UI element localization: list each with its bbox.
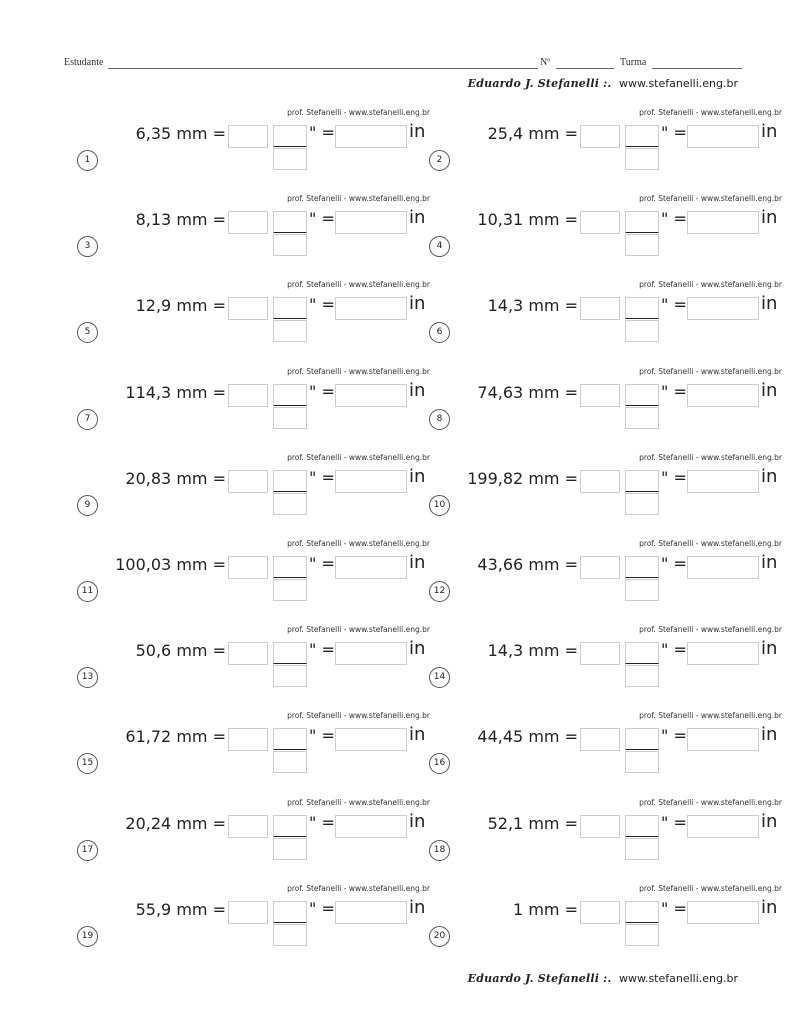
- mm-value-label: [136, 641, 226, 660]
- inch-quote-label: " =: [309, 467, 335, 487]
- inch-answer-box[interactable]: [335, 556, 407, 579]
- inch-answer-box[interactable]: [687, 815, 759, 838]
- credit-text: prof. Stefanelli - www.stefanelli.eng.br: [287, 366, 430, 376]
- mm-value-label: [125, 383, 226, 402]
- author-signature: Eduardo J. Stefanelli :.: [467, 972, 612, 985]
- fraction-denominator-box[interactable]: [273, 924, 307, 946]
- inch-answer-box[interactable]: [687, 384, 759, 407]
- fraction-numerator-box[interactable]: [625, 642, 659, 664]
- mm-value-label: [488, 296, 578, 315]
- exercise-item-10: [428, 453, 788, 533]
- inch-answer-box[interactable]: [687, 556, 759, 579]
- credit-text: prof. Stefanelli - www.stefanelli.eng.br: [639, 280, 782, 290]
- mm-unit: mm =: [528, 899, 578, 919]
- inch-answer-box[interactable]: [335, 125, 407, 148]
- mm-unit: mm =: [176, 555, 226, 574]
- inch-answer-box[interactable]: [687, 470, 759, 493]
- class-label: Turma: [620, 57, 647, 68]
- mm-value: 14,3: [487, 641, 524, 661]
- mm-value: 44,45: [477, 727, 524, 747]
- fraction-numerator-box[interactable]: [625, 470, 659, 492]
- exercise-number-badge: 17: [77, 840, 98, 861]
- fraction-denominator-box[interactable]: [273, 579, 307, 601]
- exercise-item-8: [428, 367, 788, 447]
- mm-unit: mm =: [528, 813, 578, 833]
- exercise-item-17: [76, 798, 436, 878]
- inch-unit-label: in: [761, 379, 778, 401]
- credit-text: prof. Stefanelli - www.stefanelli.eng.br: [639, 452, 782, 462]
- inch-quote-label: " =: [661, 898, 687, 918]
- inch-quote-label: " =: [309, 209, 335, 229]
- author-url: www.stefanelli.eng.br: [618, 77, 738, 90]
- inch-answer-box[interactable]: [687, 642, 759, 665]
- inch-unit-label: in: [409, 465, 426, 487]
- exercise-number-badge: 6: [429, 322, 450, 343]
- exercise-item-15: [76, 711, 436, 791]
- mm-unit: mm =: [176, 210, 226, 230]
- mm-value: 74,63: [477, 382, 524, 402]
- credit-text: prof. Stefanelli - www.stefanelli.eng.br: [287, 280, 430, 290]
- credit-text: prof. Stefanelli - www.stefanelli.eng.br: [287, 108, 430, 117]
- mm-value: 10,31: [477, 210, 524, 230]
- exercise-item-19: [76, 884, 436, 964]
- inch-unit-label: in: [409, 207, 426, 229]
- inch-unit-label: in: [761, 121, 778, 142]
- mm-value-label: [136, 210, 226, 229]
- fraction-numerator-box[interactable]: [625, 556, 659, 578]
- mm-value-label: [477, 727, 578, 746]
- mm-answer-box[interactable]: [580, 125, 620, 148]
- mm-value: 100,03: [115, 555, 172, 574]
- fraction-numerator-box[interactable]: [625, 728, 659, 750]
- mm-value: 20,83: [125, 468, 172, 488]
- mm-value: 25,4: [487, 124, 524, 143]
- inch-quote-label: " =: [309, 295, 335, 315]
- mm-value-label: [125, 469, 226, 488]
- mm-answer-box[interactable]: [228, 297, 268, 320]
- inch-quote-label: " =: [661, 554, 687, 573]
- credit-text: prof. Stefanelli - www.stefanelli.eng.br: [639, 711, 782, 721]
- inch-unit-label: in: [761, 724, 778, 746]
- fraction-denominator-box[interactable]: [273, 838, 307, 860]
- fraction-numerator-box[interactable]: [273, 297, 307, 319]
- fraction-numerator-box[interactable]: [273, 556, 307, 578]
- exercise-number-badge: 5: [77, 322, 98, 343]
- mm-unit: mm =: [528, 382, 578, 402]
- mm-value-label: [513, 900, 578, 919]
- credit-text: prof. Stefanelli - www.stefanelli.eng.br: [639, 194, 782, 204]
- mm-value-label: [488, 814, 578, 833]
- fraction-numerator-box[interactable]: [625, 901, 659, 923]
- exercise-number-badge: 7: [77, 409, 98, 430]
- mm-answer-box[interactable]: [580, 211, 620, 234]
- fraction-denominator-box[interactable]: [273, 148, 307, 170]
- mm-unit: mm =: [176, 124, 226, 143]
- mm-value-label: [467, 469, 578, 488]
- exercise-number-badge: 10: [429, 495, 450, 516]
- fraction-denominator-box[interactable]: [625, 148, 659, 170]
- mm-value: 43,66: [477, 555, 524, 574]
- fraction-denominator-box[interactable]: [625, 838, 659, 860]
- mm-unit: mm =: [176, 382, 226, 402]
- mm-value: 199,82: [467, 468, 524, 488]
- mm-value-label: [477, 383, 578, 402]
- mm-value-label: [136, 124, 226, 143]
- student-header: [64, 57, 744, 71]
- mm-answer-box[interactable]: [580, 901, 620, 924]
- exercise-number-badge: 1: [77, 150, 98, 171]
- exercise-number-badge: 8: [429, 409, 450, 430]
- inch-unit-label: in: [409, 896, 426, 918]
- fraction-numerator-box[interactable]: [273, 901, 307, 923]
- mm-unit: mm =: [528, 555, 578, 574]
- author-signature: Eduardo J. Stefanelli :.: [467, 77, 612, 90]
- credit-text: prof. Stefanelli - www.stefanelli.eng.br: [287, 883, 430, 893]
- mm-value-label: [477, 210, 578, 229]
- credit-text: prof. Stefanelli - www.stefanelli.eng.br: [287, 452, 430, 462]
- author-bottom: [468, 972, 738, 985]
- credit-text: prof. Stefanelli - www.stefanelli.eng.br: [639, 539, 782, 548]
- inch-unit-label: in: [761, 293, 778, 315]
- fraction-numerator-box[interactable]: [625, 211, 659, 233]
- fraction-denominator-box[interactable]: [273, 407, 307, 429]
- mm-unit: mm =: [176, 899, 226, 919]
- inch-unit-label: in: [409, 293, 426, 315]
- fraction-numerator-box[interactable]: [273, 642, 307, 664]
- mm-value: 1: [513, 899, 524, 919]
- credit-text: prof. Stefanelli - www.stefanelli.eng.br: [639, 883, 782, 893]
- exercise-item-20: [428, 884, 788, 964]
- mm-answer-box[interactable]: [228, 642, 268, 665]
- exercise-item-11: [76, 539, 436, 619]
- inch-quote-label: " =: [309, 812, 335, 832]
- credit-text: prof. Stefanelli - www.stefanelli.eng.br: [287, 797, 430, 807]
- mm-value: 55,9: [135, 899, 172, 919]
- mm-value-label: [136, 296, 226, 315]
- class-line[interactable]: [652, 68, 742, 69]
- fraction-numerator-box[interactable]: [625, 297, 659, 319]
- inch-answer-box[interactable]: [335, 470, 407, 493]
- mm-answer-box[interactable]: [228, 211, 268, 234]
- inch-quote-label: " =: [309, 726, 335, 746]
- fraction-denominator-box[interactable]: [625, 924, 659, 946]
- fraction-numerator-box[interactable]: [625, 125, 659, 147]
- inch-answer-box[interactable]: [335, 297, 407, 320]
- exercise-item-5: [76, 280, 436, 360]
- fraction-numerator-box[interactable]: [273, 384, 307, 406]
- mm-value: 14,3: [487, 296, 524, 316]
- exercise-item-2: [428, 108, 788, 188]
- exercise-item-18: [428, 798, 788, 878]
- exercise-item-14: [428, 625, 788, 705]
- exercise-number-badge: 13: [77, 667, 98, 688]
- fraction-denominator-box[interactable]: [273, 320, 307, 342]
- fraction-numerator-box[interactable]: [625, 815, 659, 837]
- mm-answer-box[interactable]: [580, 556, 620, 579]
- mm-unit: mm =: [176, 468, 226, 488]
- author-url: www.stefanelli.eng.br: [618, 972, 738, 985]
- mm-value: 114,3: [125, 382, 172, 402]
- inch-unit-label: in: [409, 379, 426, 401]
- mm-answer-box[interactable]: [228, 470, 268, 493]
- mm-value-label: [477, 555, 578, 574]
- mm-unit: mm =: [528, 210, 578, 230]
- inch-quote-label: " =: [309, 123, 335, 142]
- exercise-item-4: [428, 194, 788, 274]
- exercise-item-16: [428, 711, 788, 791]
- exercise-item-1: [76, 108, 436, 188]
- inch-unit-label: in: [409, 552, 426, 573]
- mm-unit: mm =: [528, 727, 578, 747]
- mm-unit: mm =: [176, 727, 226, 747]
- fraction-denominator-box[interactable]: [625, 407, 659, 429]
- mm-value-label: [488, 124, 578, 143]
- inch-answer-box[interactable]: [687, 901, 759, 924]
- fraction-numerator-box[interactable]: [273, 470, 307, 492]
- credit-text: prof. Stefanelli - www.stefanelli.eng.br: [287, 625, 430, 635]
- mm-value: 52,1: [487, 813, 524, 833]
- student-label: Estudante: [64, 57, 104, 68]
- exercise-number-badge: 20: [429, 926, 450, 947]
- exercise-number-badge: 14: [429, 667, 450, 688]
- mm-answer-box[interactable]: [580, 470, 620, 493]
- mm-answer-box[interactable]: [580, 815, 620, 838]
- mm-unit: mm =: [176, 641, 226, 661]
- exercise-number-badge: 15: [77, 753, 98, 774]
- inch-quote-label: " =: [661, 209, 687, 229]
- mm-answer-box[interactable]: [228, 728, 268, 751]
- fraction-denominator-box[interactable]: [625, 751, 659, 773]
- fraction-denominator-box[interactable]: [625, 234, 659, 256]
- inch-quote-label: " =: [661, 640, 687, 660]
- exercise-number-badge: 2: [429, 150, 450, 171]
- inch-unit-label: in: [761, 896, 778, 918]
- exercise-item-7: [76, 367, 436, 447]
- exercise-number-badge: 19: [77, 926, 98, 947]
- mm-value: 12,9: [135, 296, 172, 316]
- exercise-item-9: [76, 453, 436, 533]
- fraction-denominator-box[interactable]: [625, 665, 659, 687]
- mm-unit: mm =: [528, 124, 578, 143]
- inch-unit-label: in: [761, 810, 778, 832]
- credit-text: prof. Stefanelli - www.stefanelli.eng.br: [287, 539, 430, 548]
- mm-unit: mm =: [176, 813, 226, 833]
- exercise-number-badge: 9: [77, 495, 98, 516]
- inch-quote-label: " =: [661, 295, 687, 315]
- fraction-numerator-box[interactable]: [273, 728, 307, 750]
- mm-value-label: [125, 814, 226, 833]
- exercise-item-12: [428, 539, 788, 619]
- mm-value: 6,35: [135, 124, 172, 143]
- inch-unit-label: in: [409, 638, 426, 660]
- mm-answer-box[interactable]: [228, 901, 268, 924]
- fraction-denominator-box[interactable]: [273, 234, 307, 256]
- fraction-denominator-box[interactable]: [625, 579, 659, 601]
- fraction-numerator-box[interactable]: [625, 384, 659, 406]
- inch-unit-label: in: [409, 121, 426, 142]
- mm-value-label: [115, 555, 226, 574]
- exercise-number-badge: 16: [429, 753, 450, 774]
- inch-answer-box[interactable]: [335, 901, 407, 924]
- inch-answer-box[interactable]: [687, 125, 759, 148]
- mm-unit: mm =: [528, 468, 578, 488]
- inch-quote-label: " =: [661, 812, 687, 832]
- exercise-item-6: [428, 280, 788, 360]
- exercise-number-badge: 18: [429, 840, 450, 861]
- inch-answer-box[interactable]: [687, 211, 759, 234]
- inch-answer-box[interactable]: [335, 815, 407, 838]
- inch-quote-label: " =: [309, 554, 335, 573]
- mm-value: 50,6: [135, 641, 172, 661]
- inch-unit-label: in: [761, 207, 778, 229]
- fraction-numerator-box[interactable]: [273, 815, 307, 837]
- inch-answer-box[interactable]: [335, 642, 407, 665]
- fraction-denominator-box[interactable]: [273, 665, 307, 687]
- inch-unit-label: in: [761, 638, 778, 660]
- author-top: [468, 77, 738, 90]
- fraction-numerator-box[interactable]: [273, 125, 307, 147]
- exercise-item-13: [76, 625, 436, 705]
- inch-quote-label: " =: [661, 726, 687, 746]
- exercise-number-badge: 3: [77, 236, 98, 257]
- mm-value-label: [136, 900, 226, 919]
- credit-text: prof. Stefanelli - www.stefanelli.eng.br: [639, 366, 782, 376]
- inch-quote-label: " =: [661, 123, 687, 142]
- inch-quote-label: " =: [309, 640, 335, 660]
- student-name-line[interactable]: [108, 68, 538, 69]
- credit-text: prof. Stefanelli - www.stefanelli.eng.br: [287, 194, 430, 204]
- credit-text: prof. Stefanelli - www.stefanelli.eng.br: [639, 797, 782, 807]
- credit-text: prof. Stefanelli - www.stefanelli.eng.br: [287, 711, 430, 721]
- mm-unit: mm =: [528, 641, 578, 661]
- inch-unit-label: in: [761, 465, 778, 487]
- number-line[interactable]: [556, 68, 614, 69]
- inch-quote-label: " =: [309, 898, 335, 918]
- exercise-item-3: [76, 194, 436, 274]
- mm-value-label: [488, 641, 578, 660]
- fraction-denominator-box[interactable]: [273, 751, 307, 773]
- exercise-number-badge: 11: [77, 581, 98, 602]
- credit-text: prof. Stefanelli - www.stefanelli.eng.br: [639, 625, 782, 635]
- inch-answer-box[interactable]: [687, 297, 759, 320]
- exercise-number-badge: 12: [429, 581, 450, 602]
- inch-answer-box[interactable]: [687, 728, 759, 751]
- mm-value: 61,72: [125, 727, 172, 747]
- inch-unit-label: in: [409, 724, 426, 746]
- fraction-denominator-box[interactable]: [625, 493, 659, 515]
- inch-quote-label: " =: [661, 381, 687, 401]
- mm-answer-box[interactable]: [228, 815, 268, 838]
- mm-answer-box[interactable]: [228, 384, 268, 407]
- exercise-number-badge: 4: [429, 236, 450, 257]
- mm-value: 8,13: [135, 210, 172, 230]
- fraction-numerator-box[interactable]: [273, 211, 307, 233]
- inch-answer-box[interactable]: [335, 728, 407, 751]
- mm-answer-box[interactable]: [580, 384, 620, 407]
- mm-answer-box[interactable]: [228, 125, 268, 148]
- inch-unit-label: in: [409, 810, 426, 832]
- fraction-denominator-box[interactable]: [625, 320, 659, 342]
- mm-answer-box[interactable]: [580, 642, 620, 665]
- mm-answer-box[interactable]: [580, 297, 620, 320]
- inch-answer-box[interactable]: [335, 211, 407, 234]
- mm-unit: mm =: [176, 296, 226, 316]
- fraction-denominator-box[interactable]: [273, 493, 307, 515]
- credit-text: prof. Stefanelli - www.stefanelli.eng.br: [639, 108, 782, 117]
- mm-value: 20,24: [125, 813, 172, 833]
- mm-answer-box[interactable]: [580, 728, 620, 751]
- mm-answer-box[interactable]: [228, 556, 268, 579]
- mm-unit: mm =: [528, 296, 578, 316]
- number-label: Nº: [540, 57, 551, 68]
- inch-answer-box[interactable]: [335, 384, 407, 407]
- inch-quote-label: " =: [661, 467, 687, 487]
- inch-quote-label: " =: [309, 381, 335, 401]
- inch-unit-label: in: [761, 552, 778, 573]
- mm-value-label: [125, 727, 226, 746]
